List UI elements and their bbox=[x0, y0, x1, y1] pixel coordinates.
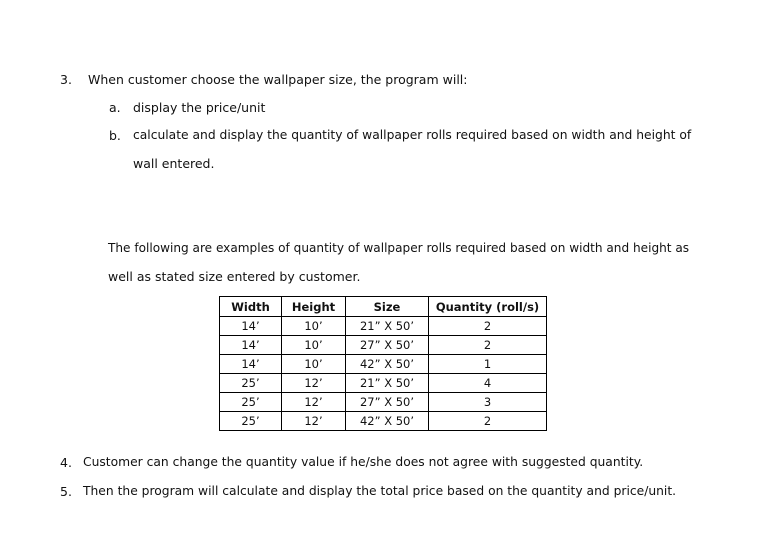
item-3-text: When customer choose the wallpaper size, the program will: bbox=[88, 72, 468, 87]
header-width: Width bbox=[220, 297, 282, 317]
cell-width: 25’ bbox=[220, 393, 282, 412]
subitem-b-continuation: wall entered. bbox=[133, 156, 215, 171]
item-5-text: Then the program will calculate and display the total price based on the quantity and price/unit. bbox=[83, 484, 677, 498]
cell-quantity: 3 bbox=[429, 393, 547, 412]
cell-size: 27” X 50’ bbox=[346, 393, 429, 412]
cell-height: 10’ bbox=[282, 317, 346, 336]
header-height: Height bbox=[282, 297, 346, 317]
cell-height: 12’ bbox=[282, 393, 346, 412]
item-3-number: 3. bbox=[60, 72, 72, 87]
subitem-b-marker: b. bbox=[109, 128, 121, 143]
cell-size: 27” X 50’ bbox=[346, 336, 429, 355]
table-header-row bbox=[220, 297, 547, 317]
cell-quantity: 2 bbox=[429, 336, 547, 355]
cell-quantity: 4 bbox=[429, 374, 547, 393]
table-row bbox=[220, 317, 547, 336]
subitem-a-marker: a. bbox=[109, 100, 121, 115]
item-4-number: 4. bbox=[60, 455, 72, 470]
cell-width: 14’ bbox=[220, 336, 282, 355]
cell-height: 10’ bbox=[282, 336, 346, 355]
subitem-b-text: calculate and display the quantity of wallpaper rolls required based on width and height of bbox=[133, 128, 692, 142]
table-row bbox=[220, 336, 547, 355]
cell-size: 42” X 50’ bbox=[346, 355, 429, 374]
cell-size: 21” X 50’ bbox=[346, 317, 429, 336]
header-size: Size bbox=[346, 297, 429, 317]
cell-size: 42” X 50’ bbox=[346, 412, 429, 431]
intro-line-2: well as stated size entered by customer. bbox=[108, 269, 361, 284]
table-row bbox=[220, 374, 547, 393]
cell-height: 12’ bbox=[282, 374, 346, 393]
cell-width: 14’ bbox=[220, 317, 282, 336]
cell-height: 10’ bbox=[282, 355, 346, 374]
cell-width: 14’ bbox=[220, 355, 282, 374]
quantity-table bbox=[219, 296, 547, 431]
cell-width: 25’ bbox=[220, 412, 282, 431]
cell-size: 21” X 50’ bbox=[346, 374, 429, 393]
table-row bbox=[220, 412, 547, 431]
cell-quantity: 1 bbox=[429, 355, 547, 374]
header-quantity: Quantity (roll/s) bbox=[429, 297, 547, 317]
cell-quantity: 2 bbox=[429, 412, 547, 431]
table-row bbox=[220, 393, 547, 412]
cell-quantity: 2 bbox=[429, 317, 547, 336]
cell-width: 25’ bbox=[220, 374, 282, 393]
cell-height: 12’ bbox=[282, 412, 346, 431]
table-row bbox=[220, 355, 547, 374]
item-4-text: Customer can change the quantity value if he/she does not agree with suggested quantity. bbox=[83, 455, 644, 469]
subitem-a-text: display the price/unit bbox=[133, 100, 266, 115]
item-5-number: 5. bbox=[60, 484, 72, 499]
intro-line-1: The following are examples of quantity of wallpaper rolls required based on width and height as bbox=[108, 241, 690, 255]
